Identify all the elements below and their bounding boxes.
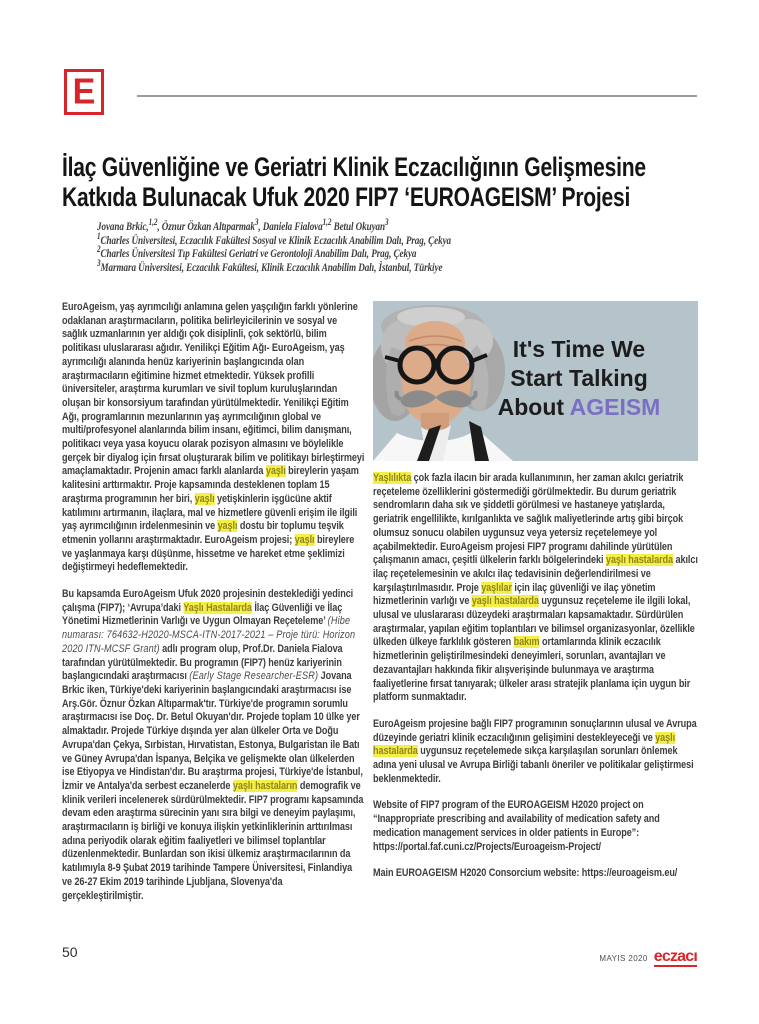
author-affiliations: [97, 230, 452, 276]
text-segment: 1: [97, 230, 101, 241]
highlighted-text: yaşlı hastaların: [232, 779, 298, 792]
highlighted-text: yaşlı hastalarda: [471, 595, 539, 608]
text-segment: Bu kapsamda EuroAgeism Ufuk 2020 projesinin desteklediği yedinci çalışma (FIP7); ‘Avrupa’daki: [62, 588, 354, 614]
text-segment: yetişkinlerin işgücüne aktif katılımını artırmanın, ilaçlara, mal ve hizmetlere güvenli erişim ile ilgili yaş ayrımcılığının irdelenmesinin ve: [62, 492, 358, 533]
text-segment: bireylerin yaşam kalitesini arttırmaktır. Proje kapsamında desteklenen toplam 15 araştırma programının her biri,: [62, 465, 359, 505]
text-segment: 1,2: [148, 217, 158, 228]
highlighted-text: yaşlı: [217, 520, 238, 533]
text-segment: 2: [97, 244, 101, 255]
photo-caption: [498, 336, 661, 420]
authors-block: [97, 217, 452, 276]
highlighted-text: Yaşlı Hastalarda: [183, 601, 252, 614]
text-segment: 3: [97, 258, 101, 269]
text-segment: uygunsuz reçeteleme ile ilgili lokal, ulusal ve uluslararası düzeydeki araştırmaları kapsamaktadır. Sürdürülen araştırmalar, yapılan eğitim toplantıları ve bilimsel organizasyonlar, özellikle ülkeden ülkeye farklılık gösteren: [373, 595, 695, 649]
eczaci-wordmark: eczacı: [653, 948, 697, 965]
text-segment: 3: [385, 217, 389, 228]
paragraph: [62, 301, 364, 575]
title-line-1: İlaç Güvenliğine ve Geriatri Klinik Eczacılığının Gelişmesine: [62, 152, 646, 182]
text-segment: Main EUROAGEISM H2020 Consorcium website: https://euroageism.eu/: [373, 867, 678, 880]
paragraph: [373, 718, 698, 787]
text-segment: çok fazla ilacın bir arada kullanımının, her zaman akılcı geriatrik reçeteleme özelliklerini göstermediği görülmektedir. Bu durum geriatrik sendromların daha sık ve şiddetli görülmesi ve hastaneye yatışlarda, geriatrik engellilikte, kırılganlıkta ve sağlık maliyetlerinde artış gibi birçok olumsuz sonucu olabilen uygunsuz veya yetersiz reçetelemeye yol açabilmektedir. EuroAgeism projesi FIP7 programı dahilinde yürütülen çalışmanın amacı, çeşitli ülkelerin farklı bölgelerindeki: [373, 472, 684, 567]
paragraph: [97, 217, 451, 235]
caption-line-2: Start Talking: [510, 365, 648, 391]
title-line-2: Katkıda Bulunacak Ufuk 2020 FIP7 ‘EUROAGEISM’ Projesi: [62, 182, 631, 212]
text-segment: Charles Üniversitesi Tıp Fakültesi Geriatri ve Gerontoloji Anabilim Dalı, Prag, Çekya: [100, 248, 417, 261]
header-rule: [137, 95, 697, 97]
text-segment: Website of FIP7 program of the EUROAGEISM H2020 project on “Inappropriate prescribing and availability of medication safety and medication management services in older patients in Europe”: https://portal.faf.cuni.cz/Projects/Euroageism-Project/: [373, 799, 660, 853]
eczaci-e-logo: [64, 69, 104, 115]
caption-ageism-word: AGEISM: [569, 394, 661, 420]
caption-about-word: About: [497, 394, 570, 420]
highlighted-text: bakım: [513, 636, 540, 649]
text-segment: adlı program olup, Prof.Dr. Daniela Fialova tarafından yürütülmektedir. Bu programın (FIP7) henüz kariyerinin başlangıcındaki araştırmacısı: [62, 642, 343, 683]
right-column: [373, 301, 698, 916]
text-segment: , Daniela Fialova: [258, 221, 323, 233]
highlighted-text: yaşlı: [294, 533, 315, 546]
text-segment: Betul Okuyan: [331, 221, 386, 233]
text-segment: 3: [254, 217, 259, 228]
text-segment: demografik ve klinik verileri incelenerek sürdürülmektedir. FIP7 programı kapsamında devam eden araştırma sürecinin yanı sıra bilgi ve deneyim paylaşımı, araştırmacıların iş birliği ve konuya ilişkin yetkinliklerinin arttırılması adına periyodik olarak eğitim faaliyetleri ve bilimsel toplantılar düzenlenmektedir. Bunlardan son ikisi ülkemiz araştırmacılarının da katılımıyla 8-9 Şubat 2019 tarihinde Tampere Üniversitesi, Finlandiya ve 26-27 Ekim 2019 tarihinde Ljubljana, Slovenya'da gerçekleştirilmiştir.: [62, 779, 364, 902]
caption-line-3: [498, 394, 661, 420]
highlighted-text: yaşlı: [265, 465, 286, 478]
text-segment: (Hibe numarası: 764632-H2020-MSCA-ITN-2017-2021 – Proje türü: Horizon 2020 ITN-MCSF Grant): [62, 615, 356, 655]
text-segment: için ilaç güvenliği ve ilaç yönetim hizmetlerinin varlığı ve: [373, 581, 656, 608]
paragraph: [97, 244, 451, 262]
footer-meta: [599, 949, 697, 967]
text-segment: (Early Stage Researcher-ESR): [189, 670, 319, 683]
text-segment: ortamlarında klinik eczacılık hizmetlerinin geliştirilmesindeki deneyimleri, sorunları, avantajları ve dezavantajları hakkında fikir alışverişinde bulunmaya ve araştırma faaliyetlerine fırsat tanıyarak; ülkeler arası stratejik planlama için uygun bir platform sunmaktadır.: [373, 636, 691, 704]
article-title: [62, 152, 646, 212]
text-segment: Marmara Üniversitesi, Eczacılık Fakültesi, Klinik Eczacılık Anabilim Dalı, İstanbul, Türkiye: [100, 262, 443, 275]
highlighted-text: Yaşlılıkta: [373, 472, 412, 484]
text-segment: , Öznur Özkan Altıparmak: [157, 221, 255, 233]
highlighted-text: yaşlı hastalarda: [373, 731, 676, 758]
paragraph: [373, 799, 698, 854]
paragraph: [97, 258, 451, 276]
page-number: 50: [62, 944, 78, 960]
highlighted-text: yaşlı hastalarda: [605, 554, 674, 567]
left-column: [62, 301, 364, 916]
text-segment: dostu bir toplumu teşvik etmenin yollarını araştırmaktadır. EuroAgeism projesi;: [62, 520, 344, 546]
text-segment: Charles Üniversitesi, Eczacılık Fakültesi Sosyal ve Klinik Eczacılık Anabilim Dalı, Prag, Çekya: [100, 234, 452, 247]
right-column-text: [373, 472, 698, 881]
paragraph: [373, 867, 698, 881]
left-column-text: [62, 301, 364, 903]
article-body: [62, 301, 698, 916]
issue-date: MAYIS 2020: [599, 954, 648, 963]
paragraph: [62, 588, 364, 903]
text-segment: akılcı ilaç reçetelemesinin ve akılcı ilaç tedavisinin değerlendirilmesi ve karşılaştırılmasıdır. Proje: [373, 554, 698, 594]
highlighted-text: yaşlı: [194, 492, 215, 505]
text-segment: 1,2: [322, 217, 332, 228]
text-segment: uygunsuz reçetelemede sıkça karşılaşılan sorunları önlemek adına yeni ulusal ve Avrupa Birliği tabanlı öneriler ve politikalar geliştirmesi beklenmektedir.: [373, 745, 694, 785]
logo-letter: E: [72, 72, 96, 112]
text-segment: Jovana Brkic iken, Türkiye'deki kariyerinin başlangıcındaki araştırmacısı ise Arş.Gör. Öznur Özkan Altıparmak'tır. Türkiye'de programın sorumlu araştırmacısı ise Doç. Dr. Betul Okuyan'dır. Projede toplam 10 ülke yer almaktadır. Projede Türkiye dışında yer alan ülkeler Orta ve Doğu Avrupa'dan Çekya, Sırbistan, Hırvatistan, Estonya, Bulgaristan ile Batı ve Güney Avrupa'dan İspanya, Belçika ve gelişmekte olan ülkelerden ise Etiyopya ve Hindistan'dır. Bu araştırma projesi, Türkiye'de İstanbul, İzmir ve Antalya'da serbest eczanelerde: [62, 670, 363, 792]
text-segment: İlaç Güvenliği ve İlaç Yönetimi Hizmetlerinin Varlığı ve Uygun Olmayan Reçeteleme’: [62, 601, 343, 628]
paragraph: [97, 230, 452, 249]
highlighted-text: yaşlılar: [481, 581, 512, 594]
caption-line-1: It's Time We: [512, 336, 646, 362]
text-segment: bireylere ve yaşlanmaya karşı düşünme, hissetme ve hareket etme şeklimizi değiştirmeyi hedeflemektedir.: [62, 533, 355, 574]
text-segment: EuroAgeism projesine bağlı FIP7 programının sonuçlarının ulusal ve Avrupa düzeyinde geriatri klinik eczacılığının gelişimini destekleyeceği ve: [373, 717, 697, 744]
text-segment: Jovana Brkic,: [97, 221, 149, 233]
text-segment: EuroAgeism, yaş ayrımcılığı anlamına gelen yaşçılığın farklı yönlerine odaklanan araştırmacıların, politika belirleyicilerinin ve sosyal ve sağlık uzmanlarının yer aldığı çok disiplinli, çok sektörlü, bilim politikası uluslararası ağıdır. Yenilikçi Eğitim Ağı- EuroAgeism, yaş ayrımcılığı alanında henüz kariyerinin başlangıcında olan araştırmacıların eğitimine hizmet etmektedir. Yüksek profilli üniversiteler, araştırma kurumları ve sivil toplum kuruluşlarından oluşan bir konsorsiyum tarafından yürütülmektedir. Yenilikçi Eğitim Ağı, programlarının mezunlarının yaş ayrımcılığının global ve multi/profesyonel alanlarında bilim insanı, eğitimci, bilim danışmanı, politikacı veya yasa koyucu olarak pozisyon almasını ve böylelikle gerçek bir diyalog için fırsat oluşturarak bilim ve politikayı birleştirmeyi amaçlamaktadır. Projenin amacı farklı alanlarda: [62, 301, 365, 478]
paragraph: [373, 472, 698, 705]
ageism-campaign-image: [373, 301, 698, 461]
author-names: [97, 217, 451, 235]
